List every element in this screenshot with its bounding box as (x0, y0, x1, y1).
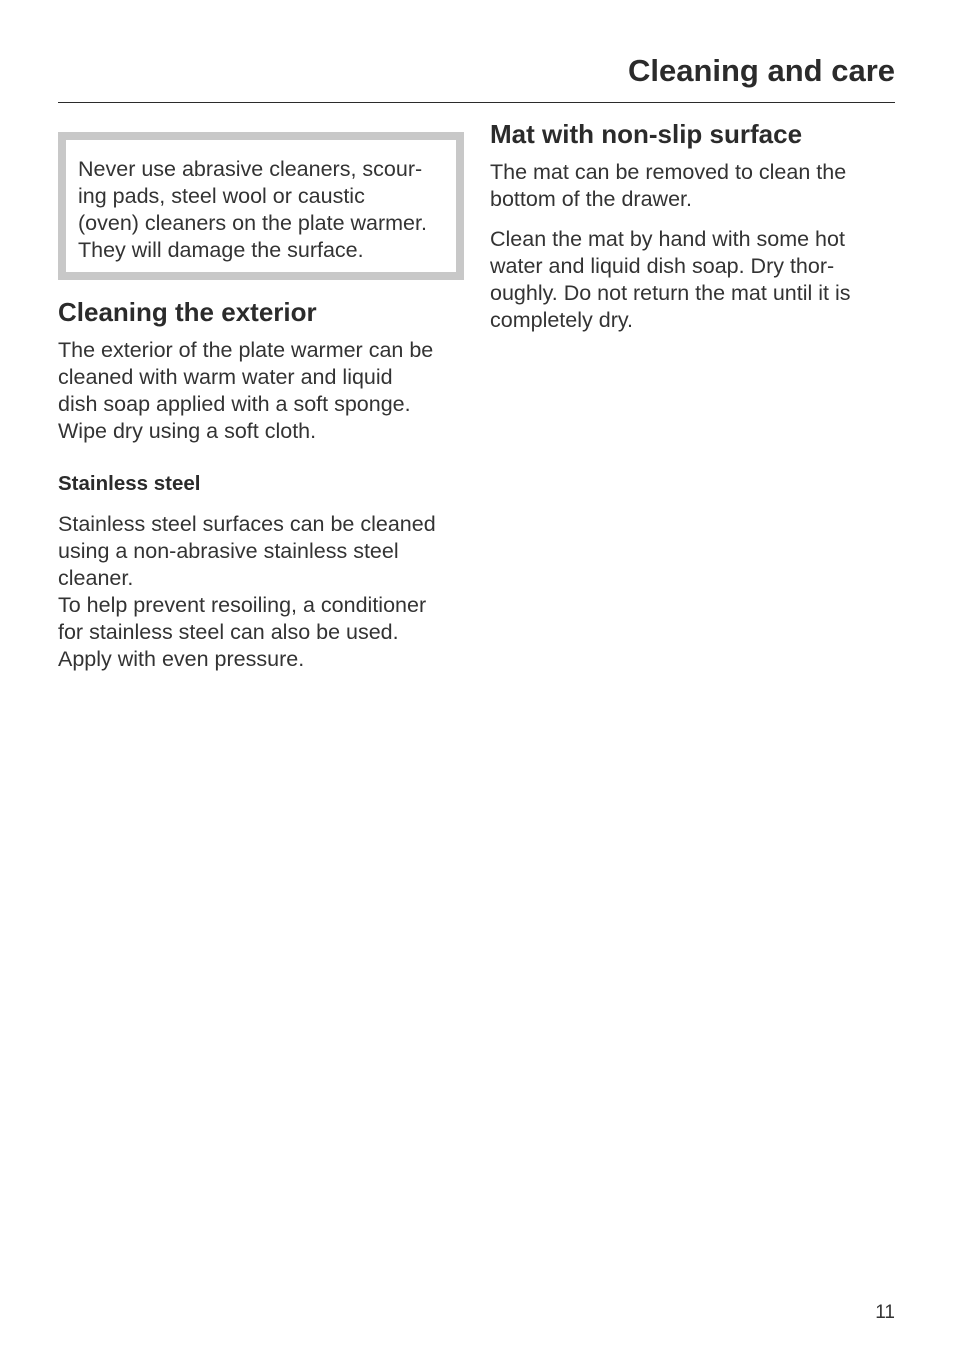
text-line: Clean the mat by hand with some hot (490, 227, 845, 251)
text-line: dish soap applied with a soft sponge. (58, 392, 411, 416)
left-column (58, 132, 464, 673)
text-line: bottom of the drawer. (490, 187, 692, 211)
text-line: oughly. Do not return the mat until it is (490, 281, 851, 305)
stainless-paragraph (58, 511, 464, 673)
warning-line: Never use abrasive cleaners, scour- (78, 157, 423, 181)
text-line: cleaned with warm water and liquid (58, 365, 393, 389)
page-title: Cleaning and care (627, 53, 895, 88)
stainless-heading: Stainless steel (58, 472, 201, 495)
page-header (58, 0, 895, 103)
text-line: The mat can be removed to clean the (490, 160, 847, 184)
text-line: To help prevent resoiling, a conditioner (58, 593, 427, 617)
text-line: using a non-abrasive stainless steel (58, 539, 399, 563)
text-line: Stainless steel surfaces can be cleaned (58, 512, 436, 536)
text-line: completely dry. (490, 308, 633, 332)
text-line: The exterior of the plate warmer can be (58, 338, 434, 362)
warning-text (78, 156, 446, 264)
page-number: 11 (875, 1302, 895, 1323)
text-line: cleaner. (58, 566, 134, 590)
exterior-paragraph (58, 337, 464, 445)
text-line: Wipe dry using a soft cloth. (58, 419, 317, 443)
text-line: for stainless steel can also be used. (58, 620, 399, 644)
mat-paragraph-2 (490, 226, 896, 334)
exterior-heading: Cleaning the exterior (58, 297, 317, 327)
warning-line: (oven) cleaners on the plate warmer. (78, 211, 427, 235)
warning-line: ing pads, steel wool or caustic (78, 184, 365, 208)
warning-box (58, 132, 464, 280)
text-line: Apply with even pressure. (58, 647, 305, 671)
mat-heading: Mat with non-slip surface (490, 119, 803, 149)
warning-line: They will damage the surface. (78, 238, 364, 262)
right-column (490, 118, 896, 334)
text-line: water and liquid dish soap. Dry thor- (490, 254, 835, 278)
mat-paragraph-1 (490, 159, 896, 213)
